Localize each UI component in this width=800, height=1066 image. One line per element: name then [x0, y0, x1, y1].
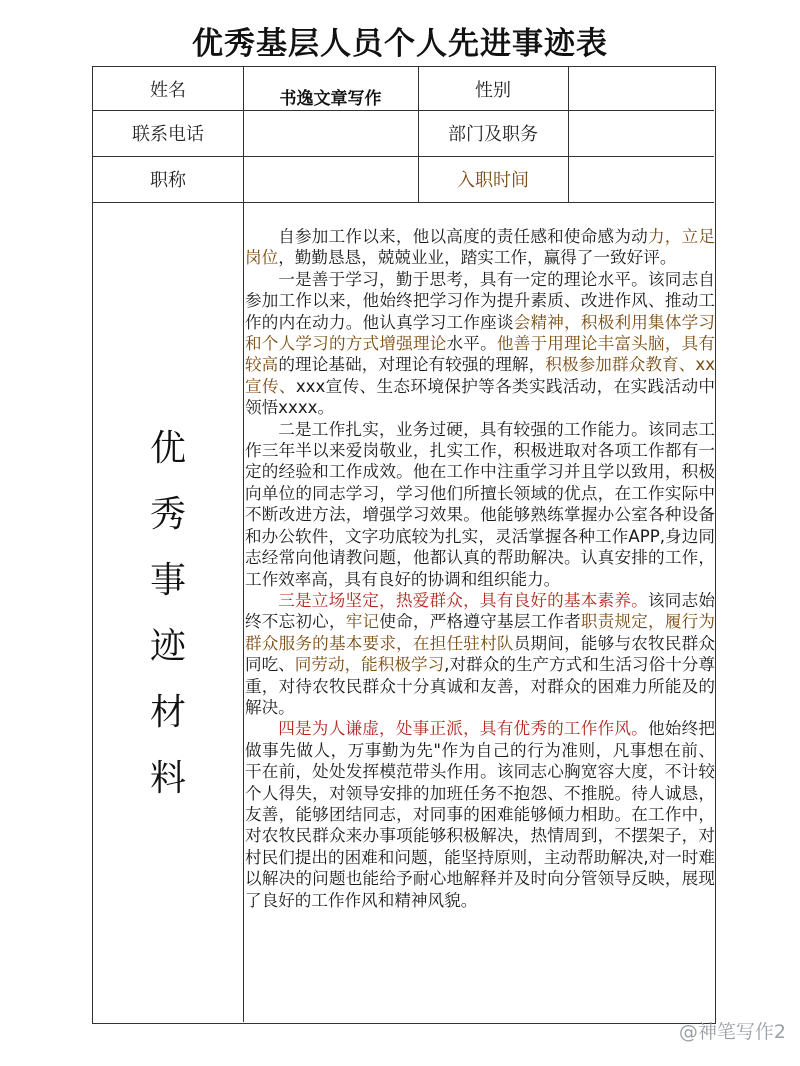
phone-label: 联系电话: [132, 124, 204, 145]
materials-char: 秀: [149, 493, 186, 535]
phone-value[interactable]: [243, 110, 418, 156]
materials-char: 优: [149, 427, 186, 469]
paragraph-work: [245, 419, 715, 590]
hire-date-label: 入职时间: [457, 170, 529, 191]
text-run: 的理论基础，对理论有较强的理解，: [278, 355, 546, 375]
rank-label: 职称: [150, 170, 186, 191]
dept-value[interactable]: [568, 110, 714, 156]
text-run: 二是工作扎实，业务过硬，具有较强的工作能力。该同志工作三年半以来爱岗敬业，扎实工作，积极进取对各项工作都有一定的经验和工作成效。他在工作中注重学习并且学以致用，积极向单位的同志学习，学习他们所擅长领域的优点，在工作实际中不断改进方法，增强学习效果。他能够熟练掌握办公室各种设备和办公软件，文字功底较为扎实，灵活掌握各种工作APP,身边同志经常向他请教问题，他都认真的帮助解决。认真安排的工作，工作效率高，具有良好的协调和组织能力。: [245, 419, 715, 589]
materials-char: 材: [149, 691, 186, 733]
heading-run: 四是为人谦虚，处事正派，具有优秀的工作作风。: [278, 719, 648, 739]
text-run: ，勤勤恳恳，兢兢业业，踏实工作，赢得了一致好评。: [278, 248, 677, 268]
dept-label: 部门及职务: [448, 124, 538, 145]
gender-label: 性别: [475, 79, 511, 101]
name-label: 姓名: [150, 79, 186, 101]
text-run: 他始终把做事先做人，万事勤为先"作为自己的行为准则，凡事想在前、干在前，处处发挥模范带头作用。该同志心胸宽容大度，不计较个人得失，对领导安排的加班任务不抱怨、不推脱。待人诚恳，友善，能够团结同志，对同事的困难能够倾力相助。在工作中，对农牧民群众来办事项能够积极解决，热情周到，不摆架子，对村民们提出的困难和问题，能坚持原则，主动帮助解决,对一时难以解决的问题也能给予耐心地解释并及时向分管领导反映，展现了良好的工作作风和精神风貌。: [245, 719, 716, 910]
gender-value[interactable]: [568, 67, 714, 110]
text-run: 一是善于学习，勤于思考，具有一定的理论水平。该同志自参加工作以来，他始终把学习作为提升素质、改进作风、推动工作的内在动力。他认真学习工作座谈: [245, 269, 715, 332]
highlighted-run: 会精神，积极利用集体学习和个人学习的方式增强理论: [245, 312, 716, 354]
materials-char: 事: [149, 559, 186, 601]
highlighted-run: 积极参加群众教育、xx宣传、: [245, 355, 716, 396]
text-run: 使命，严格遵守基层工作者: [379, 612, 581, 632]
page-title: 优秀基层人员个人先进事迹表: [192, 26, 608, 62]
materials-char: 迹: [149, 625, 186, 667]
text-run: 水平。: [446, 334, 497, 354]
highlighted-run: 同劳动，能积极学习: [294, 655, 445, 675]
materials-label: [93, 202, 243, 1025]
text-run: 员期间，能够与农牧民群众同吃、: [245, 633, 716, 675]
highlighted-run: 职责规定，履行为群众服务的基本要求，在担任驻村队: [245, 612, 716, 653]
text-run: ,对群众的生产方式和生活习俗十分尊重，对待农牧民群众十分真诚和友善，对群众的困难力所能及的解决。: [245, 655, 715, 717]
highlighted-run: 力，立足岗位: [245, 227, 716, 268]
paragraph-learning: [245, 269, 715, 419]
paragraph-intro: [245, 226, 715, 269]
watermark: @神笔写作2: [678, 1021, 786, 1043]
form-table: [92, 66, 716, 1024]
highlighted-run: 他善于用理论丰富头脑，具有较高: [245, 334, 716, 375]
materials-content: [243, 202, 717, 1025]
highlighted-run: 牢记: [345, 612, 380, 632]
paragraph-conduct: [245, 718, 715, 911]
rank-value[interactable]: [243, 156, 418, 202]
text-run: xxx宣传、生态环境保护等各类实践活动，在实践活动中领悟xxxx。: [245, 376, 716, 418]
text-run: 该同志始终不忘初心，: [245, 590, 716, 632]
heading-run: 三是立场坚定，热爱群众，具有良好的基本素养。: [278, 590, 648, 610]
name-value[interactable]: 书逸文章写作: [279, 89, 382, 109]
paragraph-stance: [245, 590, 715, 718]
hire-date-value[interactable]: [568, 156, 714, 202]
text-run: 自参加工作以来，他以高度的责任感和使命感为动: [278, 227, 648, 246]
materials-char: 料: [149, 757, 186, 799]
